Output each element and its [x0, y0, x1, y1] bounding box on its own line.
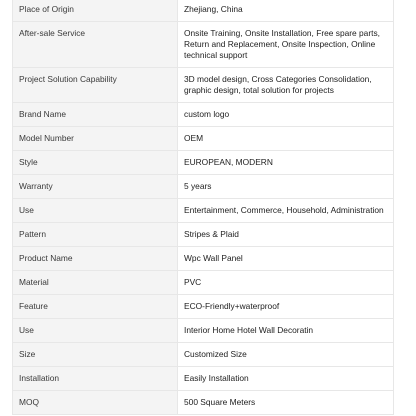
spec-value: Customized Size — [178, 343, 394, 367]
table-row — [13, 223, 394, 247]
product-attributes-table — [12, 0, 394, 415]
spec-label: Feature — [13, 295, 178, 319]
table-row — [13, 199, 394, 223]
table-row — [13, 151, 394, 175]
spec-label: Style — [13, 151, 178, 175]
spec-value: 5 years — [178, 175, 394, 199]
spec-label: Use — [13, 199, 178, 223]
spec-label: Material — [13, 271, 178, 295]
table-row — [13, 0, 394, 22]
spec-value: ECO-Friendly+waterproof — [178, 295, 394, 319]
table-row — [13, 22, 394, 68]
spec-value: Onsite Training, Onsite Installation, Free spare parts, Return and Replacement, Onsite Inspection, Online technical support — [178, 22, 394, 68]
spec-label: Project Solution Capability — [13, 68, 178, 103]
spec-value: 3D model design, Cross Categories Consolidation, graphic design, total solution for projects — [178, 68, 394, 103]
spec-label: Place of Origin — [13, 0, 178, 22]
table-row — [13, 103, 394, 127]
spec-label: Use — [13, 319, 178, 343]
table-row — [13, 247, 394, 271]
spec-value: custom logo — [178, 103, 394, 127]
spec-value: Zhejiang, China — [178, 0, 394, 22]
spec-label: Warranty — [13, 175, 178, 199]
table-row — [13, 175, 394, 199]
spec-value: PVC — [178, 271, 394, 295]
table-row — [13, 295, 394, 319]
table-row — [13, 68, 394, 103]
table-row — [13, 127, 394, 151]
table-row — [13, 343, 394, 367]
spec-label: Product Name — [13, 247, 178, 271]
spec-value: Easily Installation — [178, 367, 394, 391]
spec-value: Interior Home Hotel Wall Decoratin — [178, 319, 394, 343]
table-row — [13, 271, 394, 295]
spec-value: 500 Square Meters — [178, 391, 394, 415]
spec-value: EUROPEAN, MODERN — [178, 151, 394, 175]
spec-value: Entertainment, Commerce, Household, Administration — [178, 199, 394, 223]
spec-value: Stripes & Plaid — [178, 223, 394, 247]
spec-label: After-sale Service — [13, 22, 178, 68]
spec-label: Installation — [13, 367, 178, 391]
table-row — [13, 391, 394, 415]
spec-value: OEM — [178, 127, 394, 151]
spec-label: Size — [13, 343, 178, 367]
table-row — [13, 367, 394, 391]
spec-label: Model Number — [13, 127, 178, 151]
spec-value: Wpc Wall Panel — [178, 247, 394, 271]
spec-label: MOQ — [13, 391, 178, 415]
table-row — [13, 319, 394, 343]
spec-label: Pattern — [13, 223, 178, 247]
spec-label: Brand Name — [13, 103, 178, 127]
